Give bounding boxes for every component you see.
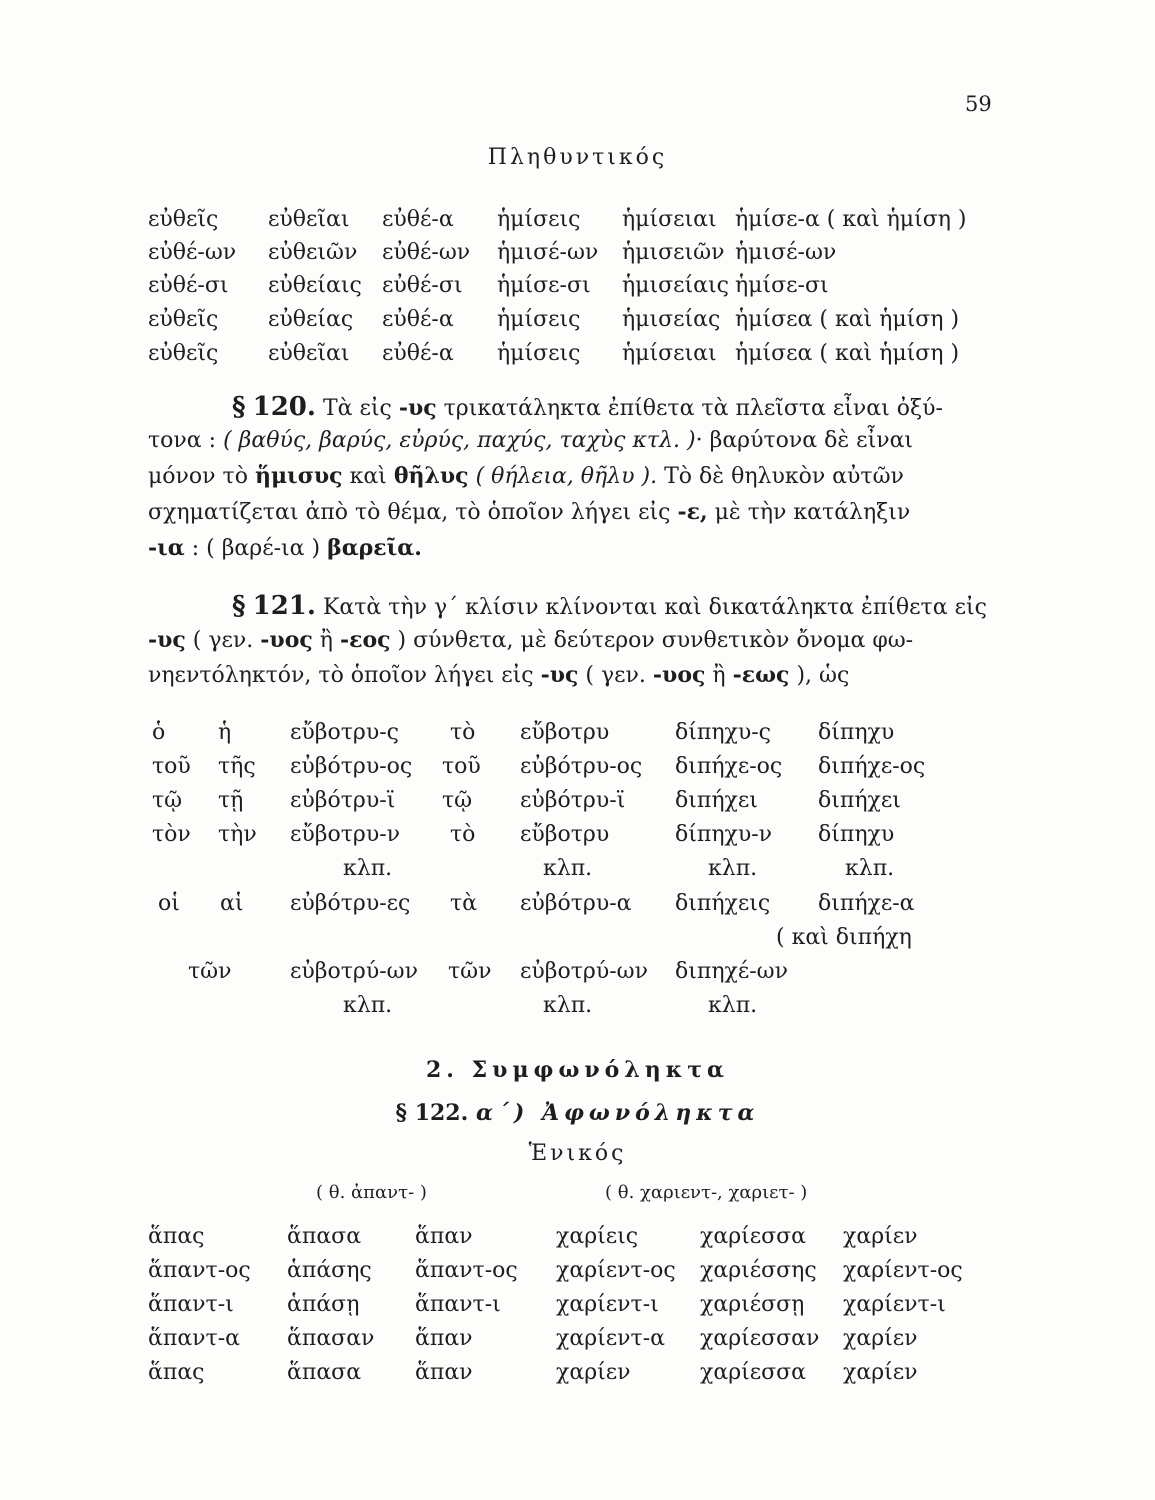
suffix-term: -εος — [339, 627, 391, 653]
text: τρικατάληκτα ἐπίθετα τὰ πλεῖστα εἶναι ὀξύ- — [443, 396, 943, 421]
table-cell: χαρίεντ-ος — [843, 1258, 963, 1283]
table-cell: εὐθεῖς — [148, 307, 219, 332]
table-cell: χαριέσσης — [700, 1258, 817, 1283]
suffix-term: -ια — [148, 535, 185, 561]
text: νηεντόληκτόν, τὸ ὁποῖον λήγει εἰς — [148, 663, 534, 688]
table-cell: τῶν — [448, 959, 492, 984]
table-cell: εὐθέ-α — [382, 207, 454, 232]
text: σχηματίζεται ἀπὸ τὸ θέμα, τὸ ὁποῖον λήγει εἰς — [148, 500, 671, 525]
term: ἥμισυς — [254, 463, 343, 489]
table-cell: ἅπας — [148, 1224, 205, 1249]
table-cell: ἡμίσε-σι — [497, 273, 591, 298]
table-cell: κλπ. — [708, 856, 758, 881]
paragraph-line — [148, 499, 910, 525]
table-cell: ἅπας — [148, 1360, 205, 1385]
table-cell: εὐθέ-ων — [148, 240, 237, 265]
table-cell: χαρίεντ-ι — [556, 1292, 659, 1317]
table-cell: χαρίεν — [556, 1360, 631, 1385]
table-cell: εὔβοτρυ-ς — [290, 720, 399, 745]
table-cell: διπήχεις — [675, 891, 771, 916]
section-number: § 122. — [395, 1100, 469, 1126]
table-cell: εὔβοτρυ — [520, 720, 610, 745]
suffix-term: -υος — [260, 627, 313, 653]
table-cell: τοῦ — [442, 754, 481, 779]
paragraph-line — [148, 662, 849, 688]
table-cell: ἡμισειῶν — [622, 240, 725, 265]
table-cell: ἡμίσειαι — [622, 341, 717, 366]
table-cell: εὔβοτρυ-ν — [290, 822, 401, 847]
table-cell: τῆς — [218, 754, 256, 779]
text: : ( βαρέ-ια ) — [191, 536, 321, 561]
table-cell: χαρίεντ-α — [556, 1326, 665, 1351]
table-cell: χαριέσσῃ — [700, 1292, 805, 1317]
stem-note: ( θ. ἀπαντ- ) — [316, 1182, 427, 1203]
table-cell: ἅπαν — [415, 1224, 473, 1249]
table-cell: ἅπασα — [287, 1224, 362, 1249]
singular-heading: Ἑνικός — [528, 1141, 627, 1166]
table-cell: κλπ. — [845, 856, 895, 881]
suffix-term: -υος — [652, 662, 706, 688]
suffix-term: -υς — [540, 662, 579, 688]
table-cell: εὐβοτρύ-ων — [520, 959, 648, 984]
table-cell: χαρίεσσα — [700, 1360, 807, 1385]
table-cell: τοῦ — [152, 754, 191, 779]
suffix-term: -εως — [732, 662, 790, 688]
text: ), ὡς — [796, 663, 850, 688]
text: καὶ — [349, 464, 387, 489]
paragraph-line — [148, 463, 904, 489]
table-cell: διπήχε-ος — [675, 754, 783, 779]
text: Τὸ δὲ θηλυκὸν αὐτῶν — [664, 464, 904, 489]
table-cell: ἅπαντ-ος — [148, 1258, 251, 1283]
text: · βαρύτονα δὲ εἶναι — [695, 428, 914, 453]
paragraph-line — [148, 428, 913, 453]
table-cell: διπήχε-ος — [818, 754, 926, 779]
plural-heading: Πληθυντικός — [487, 145, 668, 170]
paragraph-line — [232, 392, 943, 422]
table-cell: κλπ. — [543, 856, 593, 881]
table-cell: ἡμισείαις — [622, 273, 729, 298]
text: ( γεν. — [192, 628, 254, 653]
suffix-term: -υς — [398, 395, 437, 421]
table-cell: χαρίεντ-ος — [556, 1258, 676, 1283]
paragraph-line — [148, 535, 422, 561]
table-cell: ἡμισέ-ων — [735, 240, 837, 265]
table-cell: εὐθεῖαι — [268, 341, 350, 366]
table-cell: εὐβότρυ-ος — [290, 754, 413, 779]
table-cell: εὐθεῖαι — [268, 207, 350, 232]
paragraph-line — [232, 591, 987, 621]
table-cell: διπήχει — [675, 788, 758, 813]
section-heading-122 — [0, 1100, 1155, 1126]
table-cell: τὸν — [152, 822, 191, 847]
table-cell: εὐθείαις — [268, 273, 362, 298]
table-cell: κλπ. — [343, 856, 393, 881]
table-cell: χαρίεις — [556, 1224, 639, 1249]
table-cell: ἡμίσεις — [497, 207, 581, 232]
section-title: α΄) Ἀφωνόληκτα — [475, 1100, 760, 1126]
paragraph-line — [148, 627, 913, 653]
table-cell: κλπ. — [343, 993, 393, 1018]
table-cell: ἅπαντ-α — [148, 1326, 241, 1351]
suffix-term: -υς — [148, 627, 186, 653]
table-cell: ἅπαντ-ι — [415, 1292, 501, 1317]
table-cell: εὐθεῖς — [148, 207, 219, 232]
table-cell: χαρίεν — [843, 1326, 918, 1351]
table-cell: εὐβότρυ-ϊ — [290, 788, 396, 813]
table-cell: εὐθέ-α — [382, 341, 454, 366]
table-cell: χαρίεν — [843, 1360, 918, 1385]
table-cell: εὐθέ-α — [382, 307, 454, 332]
table-cell: δίπηχυ — [818, 822, 895, 847]
table-cell: ἡμισέ-ων — [497, 240, 599, 265]
table-cell: εὐβότρυ-ος — [520, 754, 643, 779]
table-cell: διπηχέ-ων — [675, 959, 788, 984]
table-cell: διπήχει — [818, 788, 901, 813]
text: τονα : — [148, 428, 217, 453]
section-symbol: § — [232, 392, 246, 422]
table-cell: τὰ — [450, 891, 478, 916]
table-cell: ἡμίσε-α ( καὶ ἡμίση ) — [735, 207, 967, 232]
term: θῆλυς — [393, 463, 469, 489]
text: μόνον τὸ — [148, 464, 248, 489]
table-cell: εὐθειῶν — [268, 240, 358, 265]
section-number: 121. — [252, 591, 316, 621]
table-cell: ( καὶ διπήχη — [776, 925, 912, 950]
table-cell: ἅπασα — [287, 1360, 362, 1385]
table-cell: αἱ — [220, 891, 244, 916]
table-cell: ἅπαν — [415, 1326, 473, 1351]
table-cell: δίπηχυ-ν — [675, 822, 773, 847]
stem-note: ( θ. χαριεντ-, χαριετ- ) — [605, 1182, 808, 1203]
table-cell: τῶν — [188, 959, 232, 984]
table-cell: οἱ — [158, 891, 180, 916]
table-cell: εὐβοτρύ-ων — [290, 959, 418, 984]
section-number: 120. — [252, 392, 316, 422]
table-cell: εὐβότρυ-ες — [290, 891, 411, 916]
table-cell: ἁπάσης — [287, 1258, 372, 1283]
table-cell: χαρίεσσαν — [700, 1326, 820, 1351]
suffix-term: -ε, — [677, 499, 708, 525]
table-cell: τῇ — [218, 788, 244, 813]
table-cell: χαρίεν — [843, 1224, 918, 1249]
table-cell: ἡμίσεα ( καὶ ἡμίση ) — [735, 341, 960, 366]
table-cell: εὔβοτρυ — [520, 822, 610, 847]
table-cell: χαρίεσσα — [700, 1224, 807, 1249]
table-cell: εὐβότρυ-α — [520, 891, 632, 916]
table-cell: ἅπασαν — [287, 1326, 375, 1351]
table-cell: τῷ — [152, 788, 183, 813]
table-cell: ἡ — [218, 720, 232, 745]
example-list: ( θήλεια, θῆλυ ). — [475, 464, 658, 489]
table-cell: ἡμίσεις — [497, 341, 581, 366]
text: Κατὰ τὴν γ΄ κλίσιν κλίνονται καὶ δικατάληκτα ἐπίθετα εἰς — [322, 595, 987, 620]
term: βαρεῖα. — [327, 535, 422, 561]
text: Τὰ εἰς — [322, 396, 392, 421]
text: ἢ — [319, 628, 333, 653]
table-cell: κλπ. — [543, 993, 593, 1018]
table-cell: εὐθέ-σι — [148, 273, 229, 298]
table-cell: εὐθείας — [268, 307, 354, 332]
text: ἢ — [712, 663, 726, 688]
table-cell: ἁπάσῃ — [287, 1292, 360, 1317]
table-cell: ὁ — [152, 720, 166, 745]
page-number: 59 — [965, 92, 992, 116]
table-cell: τῷ — [442, 788, 473, 813]
table-cell: ἡμισείας — [622, 307, 721, 332]
example-list: ( βαθύς, βαρύς, εὐρύς, παχύς, ταχὺς κτλ. ) — [223, 428, 696, 453]
text: ( γεν. — [585, 663, 646, 688]
table-cell: εὐβότρυ-ϊ — [520, 788, 626, 813]
table-cell: εὐθεῖς — [148, 341, 219, 366]
table-cell: τὸ — [450, 720, 476, 745]
table-cell: τὸ — [450, 822, 476, 847]
table-cell: ἅπαν — [415, 1360, 473, 1385]
table-cell: δίπηχυ — [818, 720, 895, 745]
text: ) σύνθετα, μὲ δεύτερον συνθετικὸν ὄνομα φω- — [397, 628, 914, 653]
table-cell: δίπηχυ-ς — [675, 720, 771, 745]
table-cell: εὐθέ-ων — [382, 240, 471, 265]
table-cell: τὴν — [218, 822, 257, 847]
table-cell: ἡμίσειαι — [622, 207, 717, 232]
section-heading-2: 2. Συμφωνόληκτα — [426, 1057, 729, 1083]
section-symbol: § — [232, 591, 246, 621]
table-cell: διπήχε-α — [818, 891, 915, 916]
table-cell: ἅπαντ-ι — [148, 1292, 234, 1317]
table-cell: ἡμίσεις — [497, 307, 581, 332]
table-cell: χαρίεντ-ι — [843, 1292, 946, 1317]
table-cell: ἡμίσεα ( καὶ ἡμίση ) — [735, 307, 960, 332]
table-cell: ἅπαντ-ος — [415, 1258, 518, 1283]
text: μὲ τὴν κατάληξιν — [714, 500, 911, 525]
table-cell: εὐθέ-σι — [382, 273, 463, 298]
table-cell: κλπ. — [708, 993, 758, 1018]
table-cell: ἡμίσε-σι — [735, 273, 829, 298]
